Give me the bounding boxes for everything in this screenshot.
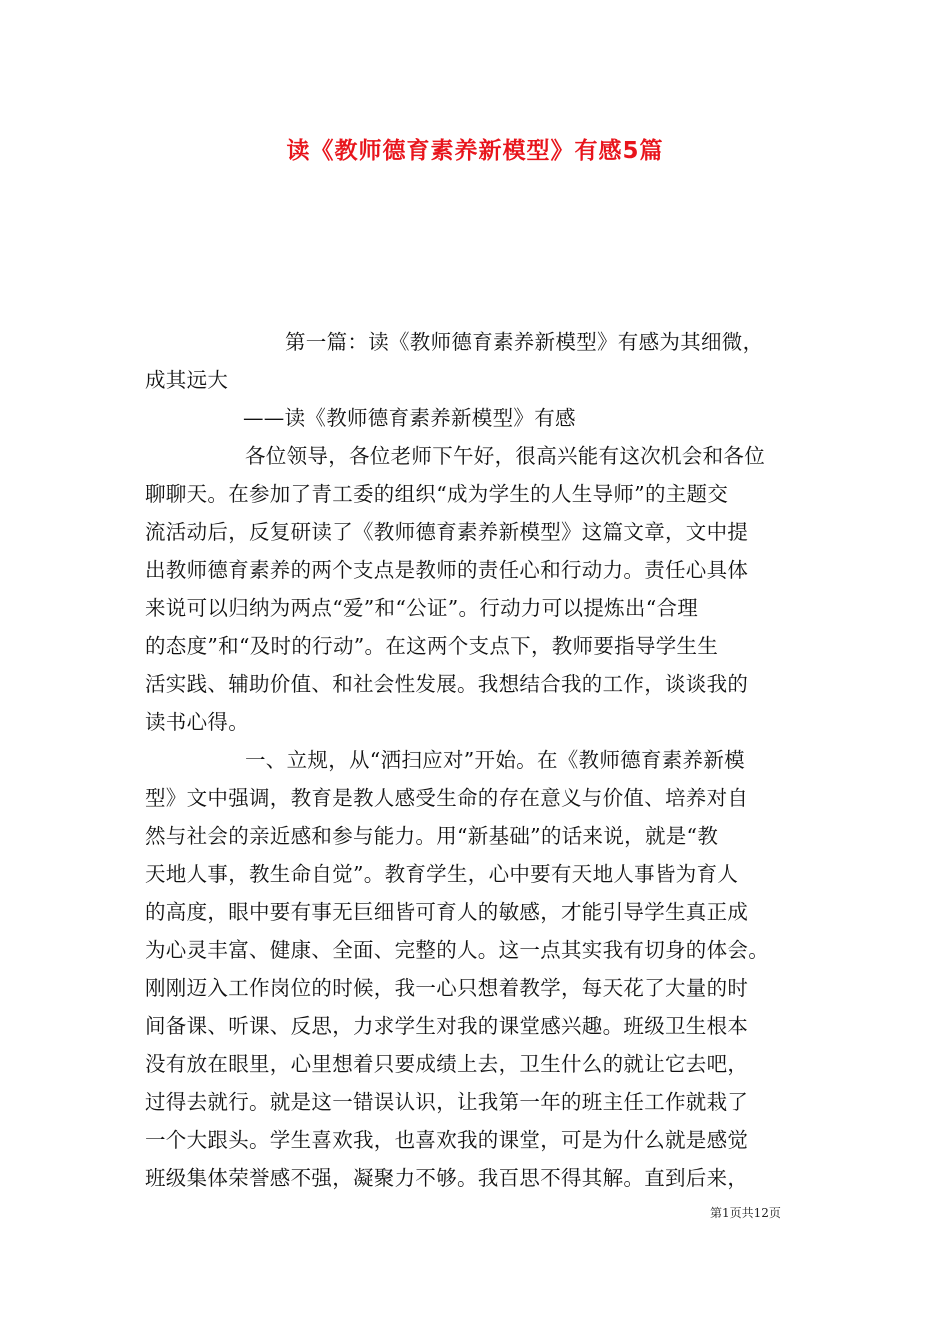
body-line: 一个大跟头。学生喜欢我，也喜欢我的课堂，可是为什么就是感觉 [145, 1128, 749, 1152]
body-line: 没有放在眼里，心里想着只要成绩上去，卫生什么的就让它去吧， [145, 1052, 749, 1076]
subtitle-line: ——读《教师德育素养新模型》有感 [243, 406, 576, 430]
body-line: 来说可以归纳为两点“爱”和“公证”。行动力可以提炼出“合理 [145, 596, 699, 620]
body-line: 为心灵丰富、健康、全面、完整的人。这一点其实我有切身的体会。 [145, 938, 769, 962]
body-line: 型》文中强调，教育是教人感受生命的存在意义与价值、培养对自 [145, 786, 749, 810]
body-line: 刚刚迈入工作岗位的时候，我一心只想着教学，每天花了大量的时 [145, 976, 749, 1000]
body-line: 的态度”和“及时的行动”。在这两个支点下，教师要指导学生生 [145, 634, 719, 658]
body-line: 间备课、听课、反思，力求学生对我的课堂感兴趣。班级卫生根本 [145, 1014, 749, 1038]
body-line: 第一篇：读《教师德育素养新模型》有感为其细微， [285, 330, 764, 354]
body-line: 一、立规，从“洒扫应对”开始。在《教师德育素养新模 [245, 748, 745, 772]
document-title: 读《教师德育素养新模型》有感5篇 [286, 138, 664, 164]
body-line: 成其远大 [145, 368, 229, 392]
body-line: 读书心得。 [145, 710, 249, 734]
body-line: 天地人事，教生命自觉”。教育学生，心中要有天地人事皆为育人 [145, 862, 739, 886]
body-line: 过得去就行。就是这一错误认识，让我第一年的班主任工作就栽了 [145, 1090, 749, 1114]
body-line: 班级集体荣誉感不强，凝聚力不够。我百思不得其解。直到后来， [145, 1166, 749, 1190]
body-line: 的高度，眼中要有事无巨细皆可育人的敏感，才能引导学生真正成 [145, 900, 749, 924]
body-line: 各位领导，各位老师下午好，很高兴能有这次机会和各位 [245, 444, 765, 468]
body-line: 活实践、辅助价值、和社会性发展。我想结合我的工作，谈谈我的 [145, 672, 749, 696]
page-number: 第1页共12页 [710, 1206, 781, 1220]
body-line: 出教师德育素养的两个支点是教师的责任心和行动力。责任心具体 [145, 558, 749, 582]
body-line: 聊聊天。在参加了青工委的组织“成为学生的人生导师”的主题交 [145, 482, 729, 506]
body-line: 流活动后，反复研读了《教师德育素养新模型》这篇文章，文中提 [145, 520, 749, 544]
body-line: 然与社会的亲近感和参与能力。用“新基础”的话来说，就是“教 [145, 824, 719, 848]
